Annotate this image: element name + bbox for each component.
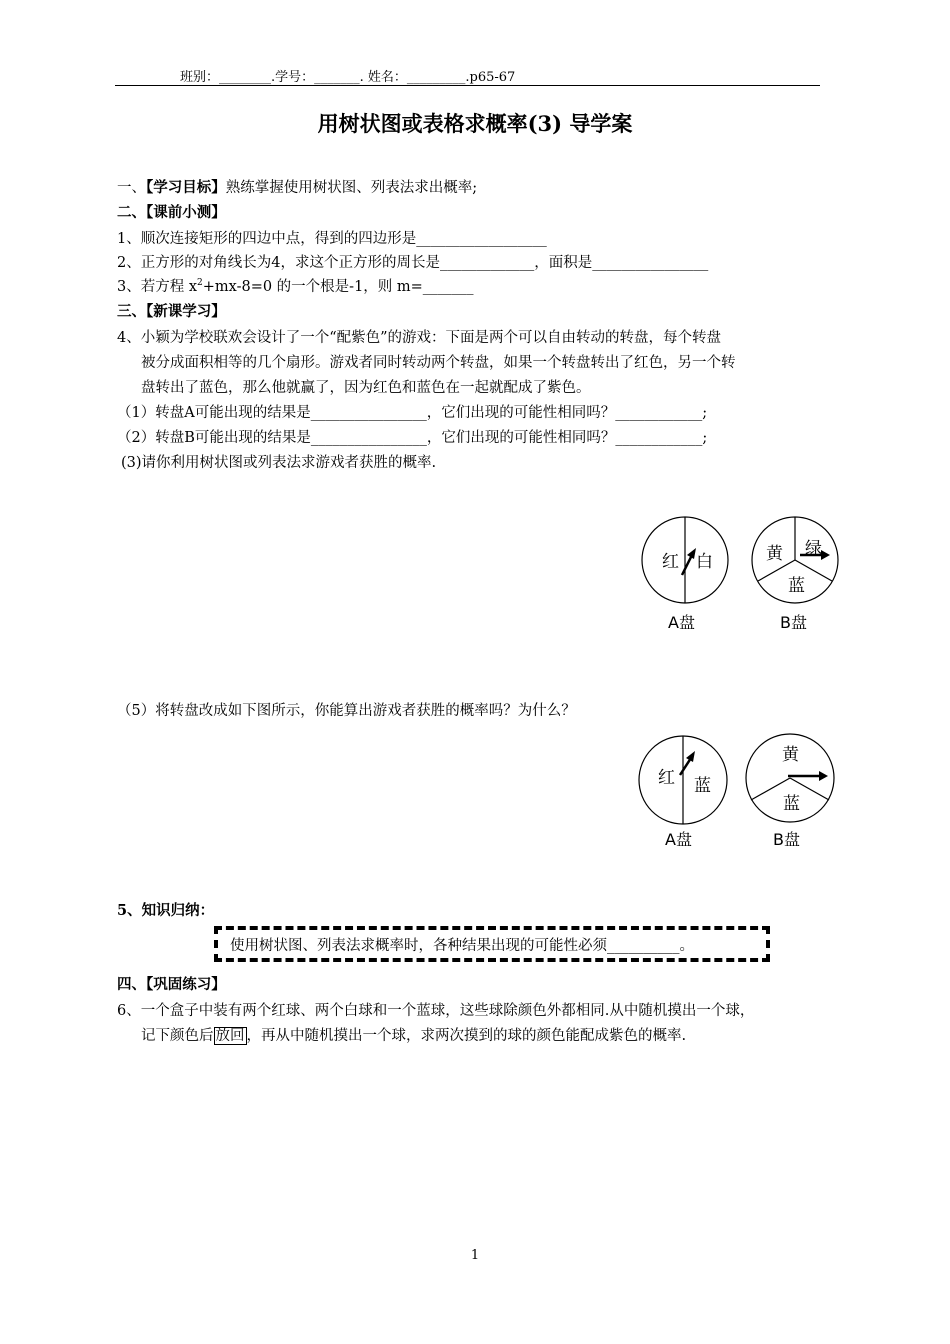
question-1: 1、顺次连接矩形的四边中点，得到的四边形是__________________ (117, 231, 547, 247)
q4-sub1: （1）转盘A可能出现的结果是________________，它们出现的可能性相同吗？____________; (117, 405, 708, 421)
spinner-a2-right: 蓝 (694, 776, 711, 796)
spinner-a-left: 红 (662, 552, 679, 572)
spinner-b-topright: 绿 (805, 539, 822, 559)
section3-heading: 三、【新课学习】 (117, 303, 226, 320)
q3-after: +mx-8=0 的一个根是-1，则 m=_______ (202, 279, 474, 295)
q4-line3: 盘转出了蓝色，那么他就赢了，因为红色和蓝色在一起就配成了紫色。 (141, 380, 591, 396)
q4-line1: 4、小颖为学校联欢会设计了一个“配紫色”的游戏：下面是两个可以自由转动的转盘，每个转盘 (117, 330, 722, 346)
spinner-b-topleft: 黄 (766, 544, 783, 564)
spinner-figure-2 (630, 725, 860, 860)
summary-text: 使用树状图、列表法求概率时，各种结果出现的可能性必须__________。 (230, 938, 694, 954)
section1-tag: 【学习目标】 (146, 179, 226, 196)
spinner-b2-caption: B盘 (773, 830, 800, 849)
page-title: 用树状图或表格求概率(3) 导学案 (317, 111, 633, 136)
header-info: 班别：________.学号：_______. 姓名：_________.p65-67 (180, 70, 516, 85)
q3-sup: 2 (197, 278, 203, 289)
section5-heading: 5、知识归纳： (117, 902, 215, 919)
q4-sub2: （2）转盘B可能出现的结果是________________，它们出现的可能性相同吗？____________; (117, 430, 708, 446)
q3-before: 3、若方程 x (117, 279, 198, 295)
q6-after: ，再从中随机摸出一个球，求两次摸到的球的颜色能配成紫色的概率. (246, 1028, 687, 1044)
spinner-a2 (639, 736, 727, 849)
q6-line1: 6、一个盒子中装有两个红球、两个白球和一个蓝球，这些球除颜色外都相同.从中随机摸出一个球， (117, 1003, 755, 1019)
spinner-b (752, 517, 838, 632)
spinner-b2-top: 黄 (782, 745, 799, 765)
q6-line2 (141, 1024, 686, 1045)
spinner-b2-bottom: 蓝 (783, 794, 800, 814)
header-divider (115, 85, 820, 86)
spinner-a-caption: A盘 (668, 613, 695, 632)
spinner-b-caption: B盘 (780, 613, 807, 632)
page-number: 1 (470, 1248, 480, 1263)
q4-sub3: (3)请你利用树状图或列表法求游戏者获胜的概率. (121, 455, 437, 471)
spinner-a (642, 517, 728, 632)
section1-num: 一、 (117, 180, 146, 196)
spinner-a2-caption: A盘 (665, 830, 692, 849)
q4-line2: 被分成面积相等的几个扇形。游戏者同时转动两个转盘，如果一个转盘转出了红色，另一个转 (141, 355, 736, 371)
section2-heading: 二、【课前小测】 (117, 204, 226, 221)
question-2: 2、正方形的对角线长为4，求这个正方形的周长是_____________，面积是________________ (117, 255, 709, 271)
q6-boxed-word: 放回 (215, 1028, 245, 1044)
spinner-figure-1 (630, 505, 860, 640)
spinner-b2 (746, 734, 834, 849)
learning-goal (117, 176, 477, 197)
spinner-a2-left: 红 (658, 768, 675, 788)
spinner-a-right: 白 (696, 552, 713, 572)
q6-before: 记下颜色后 (141, 1028, 214, 1044)
spinner-b-bottom: 蓝 (788, 576, 805, 596)
section4-heading: 四、【巩固练习】 (117, 976, 226, 993)
question-3 (117, 275, 474, 296)
section1-content: 熟练掌握使用树状图、列表法求出概率; (225, 180, 478, 196)
q4-sub5: （5）将转盘改成如下图所示，你能算出游戏者获胜的概率吗？为什么？ (117, 703, 576, 719)
